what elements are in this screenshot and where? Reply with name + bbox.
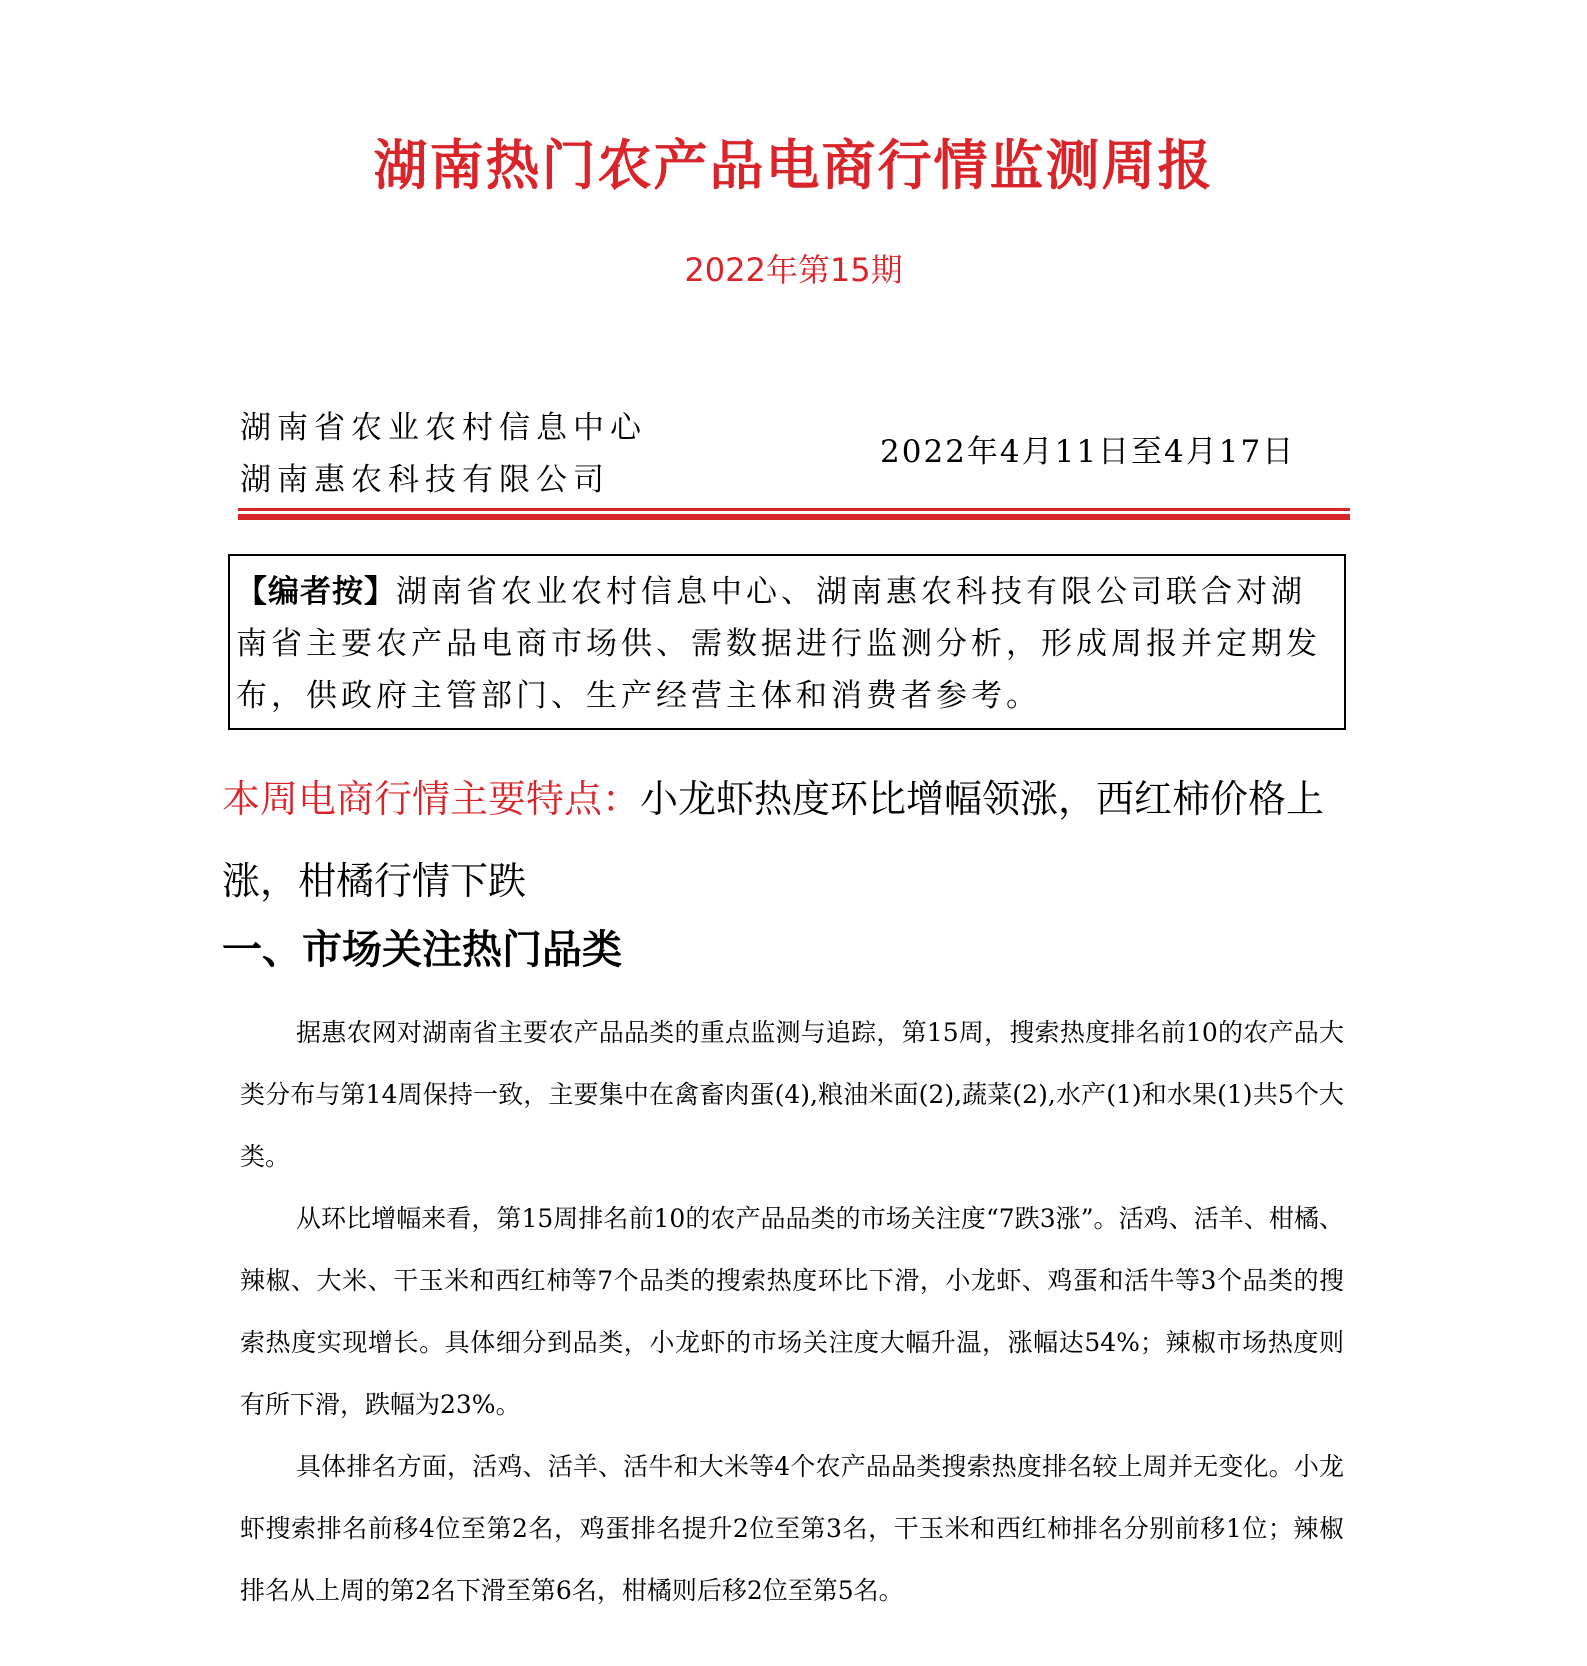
issue-number: 2022年第15期 <box>684 251 903 289</box>
editor-note-box <box>228 554 1346 730</box>
weekly-highlight <box>222 758 1382 922</box>
weekly-highlight-label: 本周电商行情主要特点： <box>222 777 641 821</box>
header-divider-thin <box>238 508 1350 511</box>
editor-note-paragraph <box>236 566 1336 722</box>
page-title: 湖南热门农产品电商行情监测周报 <box>373 133 1214 197</box>
body-paragraph: 具体排名方面，活鸡、活羊、活牛和大米等4个农产品品类搜索热度排名较上周并无变化。小龙虾搜索排名前移4位至第2名，鸡蛋排名提升2位至第3名，干玉米和西红柿排名分别前移1位；辣椒排名从上周的第2名下滑至第6名，柑橘则后移2位至第5名。 <box>240 1452 1344 1605</box>
section-heading: 一、市场关注热门品类 <box>222 927 622 973</box>
publisher-org-1: 湖南省农业农村信息中心 <box>240 410 647 446</box>
weekly-highlight-text: 小龙虾热度环比增幅领涨，西红柿价格上涨，柑橘行情下跌 <box>222 777 1325 903</box>
header-divider-thick <box>238 514 1350 520</box>
body-paragraph: 从环比增幅来看，第15周排名前10的农产品品类的市场关注度“7跌3涨”。活鸡、活羊、柑橘、辣椒、大米、干玉米和西红柿等7个品类的搜索热度环比下滑，小龙虾、鸡蛋和活牛等3个品类的搜索热度实现增长。具体细分到品类，小龙虾的市场关注度大幅升温，涨幅达54%；辣椒市场热度则有所下滑，跌幅为23%。 <box>240 1204 1344 1419</box>
editor-note-text: 湖南省农业农村信息中心、湖南惠农科技有限公司联合对湖南省主要农产品电商市场供、需数据进行监测分析，形成周报并定期发布，供政府主管部门、生产经营主体和消费者参考。 <box>236 574 1321 714</box>
body-paragraph: 据惠农网对湖南省主要农产品品类的重点监测与追踪，第15周，搜索热度排名前10的农产品大类分布与第14周保持一致，主要集中在禽畜肉蛋(4),粮油米面(2),蔬菜(2),水产(1)和水果(1)共5个大类。 <box>240 1018 1344 1171</box>
publisher-org-2: 湖南惠农科技有限公司 <box>240 462 610 498</box>
date-range: 2022年4月11日至4月17日 <box>880 434 1296 470</box>
editor-note-label: 【编者按】 <box>236 574 396 610</box>
